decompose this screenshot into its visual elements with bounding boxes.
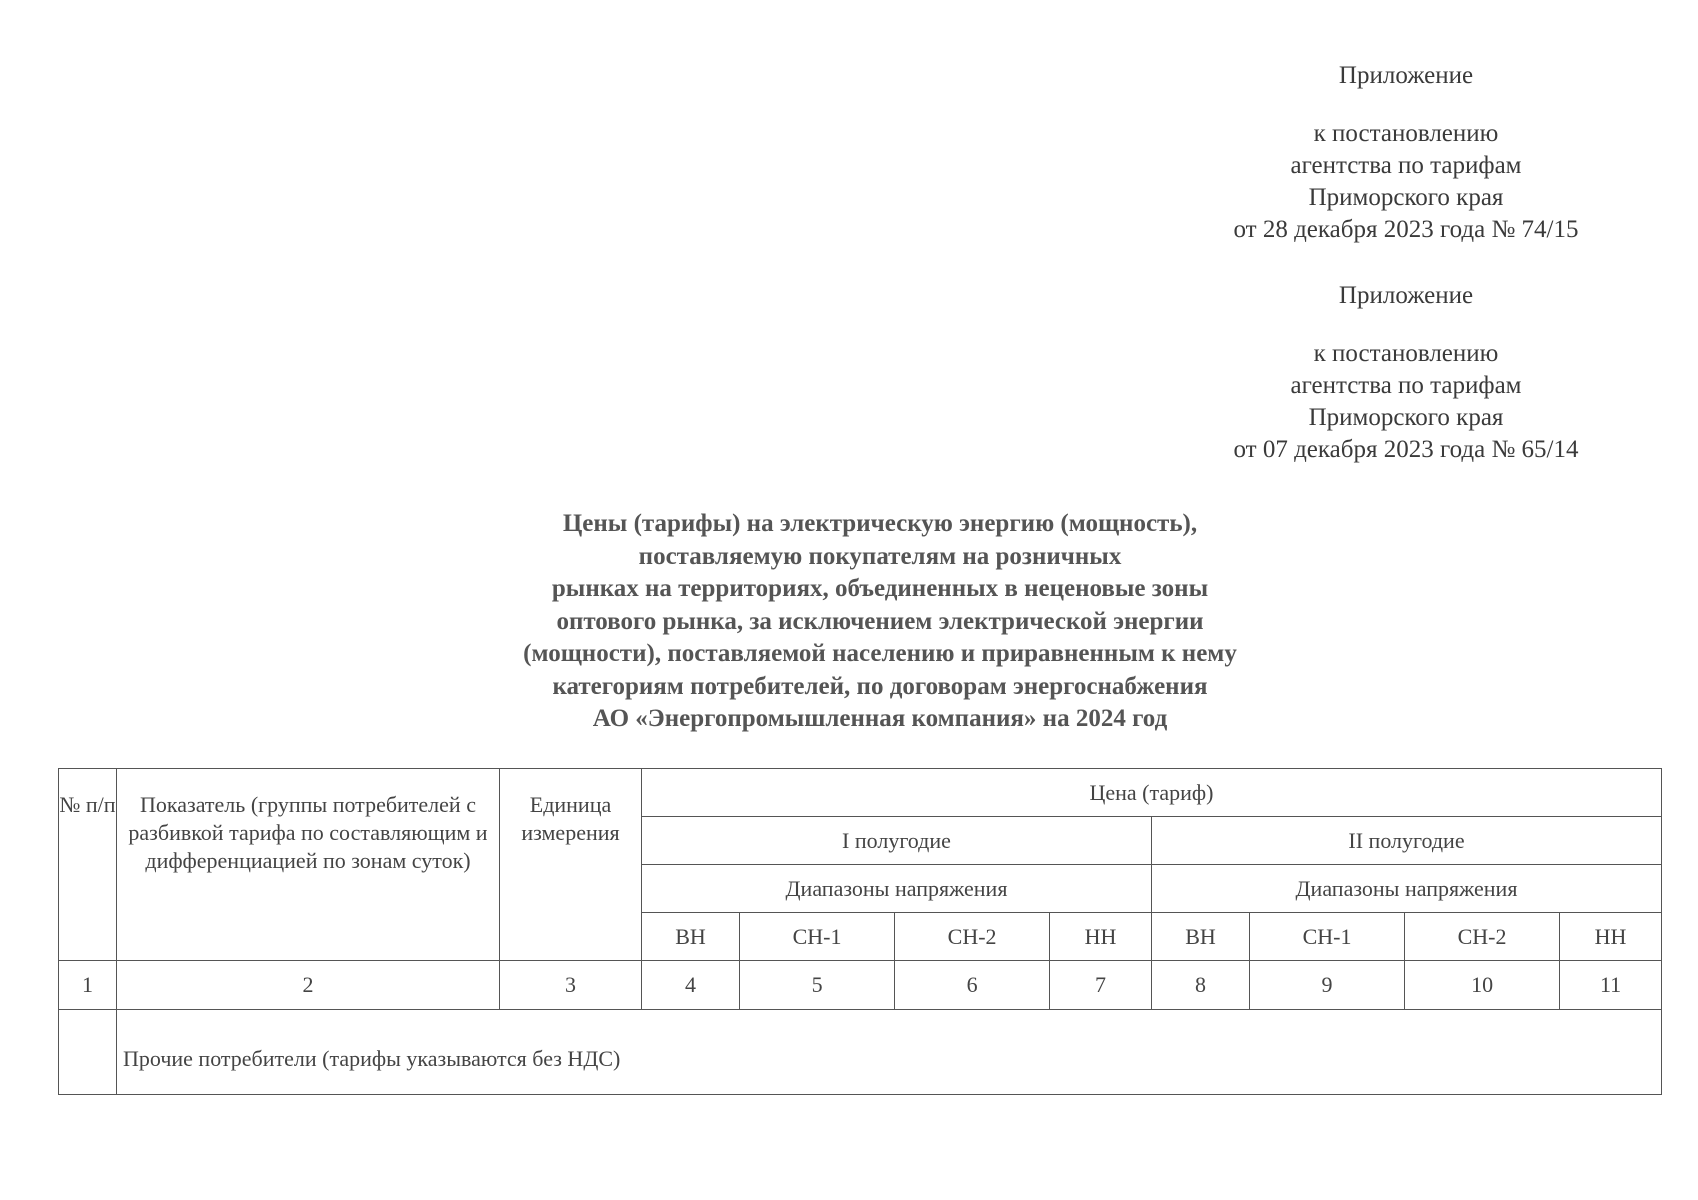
annex-heading: Приложение (1338, 282, 1474, 309)
header-voltage-ranges-1: Диапазоны напряжения (642, 865, 1152, 913)
title-line: оптового рынка, за исключением электрической энергии (556, 607, 1204, 635)
column-number-cell: 5 (740, 961, 895, 1010)
empty-number-cell (59, 1010, 117, 1095)
annex-heading: Приложение (1338, 62, 1474, 89)
annex-block-2 (1196, 280, 1616, 466)
annex-block-1 (1196, 60, 1616, 246)
annex-line: Приморского края (1308, 184, 1504, 211)
voltage-level-cell: ВН (1151, 913, 1249, 961)
annex-line: к постановлению (1313, 340, 1499, 367)
column-number-cell: 4 (642, 961, 740, 1010)
header-number: № п/п (59, 769, 117, 961)
header-price: Цена (тариф) (642, 769, 1662, 817)
tariff-table (58, 768, 1662, 1095)
voltage-level-cell: ВН (642, 913, 740, 961)
header-unit: Единица измерения (500, 769, 642, 961)
column-number-cell: 3 (500, 961, 642, 1010)
header-voltage-ranges-2: Диапазоны напряжения (1151, 865, 1661, 913)
title-line: АО «Энергопромышленная компания» на 2024 год (592, 705, 1168, 732)
annex-line: агентства по тарифам (1290, 372, 1522, 399)
column-number-cell: 9 (1250, 961, 1405, 1010)
table-row (59, 961, 1662, 1010)
voltage-level-cell: СН-1 (1250, 913, 1405, 961)
annex-line: к постановлению (1313, 120, 1499, 147)
voltage-level-cell: СН-1 (740, 913, 895, 961)
column-number-cell: 10 (1405, 961, 1560, 1010)
column-number-cell: 8 (1151, 961, 1249, 1010)
column-number-cell: 11 (1560, 961, 1662, 1010)
title-line: рынках на территориях, объединенных в неценовые зоны (551, 575, 1209, 602)
title-line: поставляемую покупателям на розничных (638, 542, 1122, 570)
header-half-2: II полугодие (1151, 817, 1661, 865)
table-row (59, 1010, 1662, 1095)
title-line: Цены (тарифы) на электрическую энергию (мощность), (562, 510, 1198, 537)
voltage-level-cell: СН-2 (1405, 913, 1560, 961)
voltage-level-cell: НН (1560, 913, 1662, 961)
annex-line: от 07 декабря 2023 года № 65/14 (1233, 436, 1579, 463)
voltage-level-cell: НН (1050, 913, 1152, 961)
voltage-level-cell: СН-2 (895, 913, 1050, 961)
column-number-cell: 7 (1050, 961, 1152, 1010)
annex-line: Приморского края (1308, 404, 1504, 431)
column-number-cell: 2 (117, 961, 500, 1010)
title-line: категориям потребителей, по договорам энергоснабжения (552, 672, 1208, 700)
column-number-cell: 6 (895, 961, 1050, 1010)
column-number-cell: 1 (59, 961, 117, 1010)
document-title (380, 508, 1380, 736)
header-half-1: I полугодие (642, 817, 1152, 865)
section-row-label: Прочие потребители (тарифы указываются без НДС) (117, 1010, 1662, 1095)
annex-line: от 28 декабря 2023 года № 74/15 (1233, 216, 1579, 243)
header-indicator: Показатель (группы потребителей с разбивкой тарифа по составляющим и дифференциацией по зонам суток) (117, 769, 500, 961)
title-line: (мощности), поставляемой населению и приравненным к нему (523, 640, 1237, 667)
annex-line: агентства по тарифам (1290, 152, 1522, 179)
